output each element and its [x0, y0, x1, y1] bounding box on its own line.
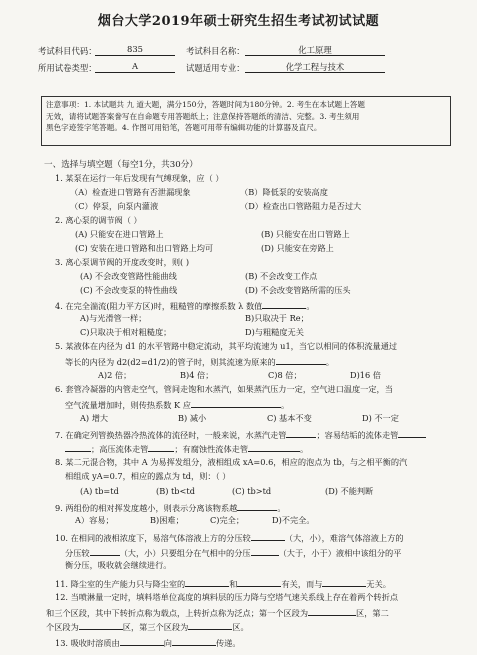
- q9-blank: [237, 501, 277, 511]
- question-10-line1: 10. 在相同的液相浓度下，易溶气体溶液上方的分压较 （大，小），难溶气体溶液上方的: [55, 533, 404, 543]
- q4-blank: [262, 299, 306, 309]
- q8-option-a: (A) tb=td: [80, 486, 119, 496]
- q4-option-a: A)与光滑管一样；: [80, 313, 147, 323]
- q12-blank: [79, 620, 123, 630]
- q8-option-d: (D) 不能判断: [325, 486, 374, 496]
- q10-blank: [90, 546, 120, 556]
- q9-option-c: C)完全；: [210, 515, 245, 525]
- q1-option-c: （C）停泵，向泵内灌液: [70, 201, 159, 211]
- q1-option-d: （D）检查出口管路阻力是否过大: [240, 201, 362, 211]
- subject-name-label: 考试科目名称：: [186, 46, 245, 56]
- q9-option-a: A）容易；: [75, 515, 114, 525]
- question-6-line2: 空气流量增加时，则传热系数 K 应 。: [65, 400, 290, 410]
- q11-blank: [185, 577, 229, 587]
- question-12-line1: 12. 当喷淋量一定时，填料塔单位高度的填料层的压力降与空塔气速关系线上存在着两个转折点: [55, 592, 399, 602]
- subject-name-value: 化工原理: [245, 44, 385, 56]
- question-12-line3: 个区段为 区，第三个区段为 区。: [46, 622, 249, 632]
- major-value: 化学工程与技术: [245, 61, 385, 73]
- q1-option-b: （B）降低泵的安装高度: [240, 187, 328, 197]
- question-8-line2: 相组成 yA=0.7，相应的露点为 td，则：（ ）: [65, 471, 231, 481]
- q7-blank: [148, 442, 174, 452]
- q10-blank: [251, 531, 285, 541]
- notice-line: 无效，请将试题答案誊写在自命题专用答题纸上；注意保持答题纸的清洁、完整。3. 考生须用: [46, 111, 360, 121]
- question-12-line2: 和三个区段，其中下转折点称为载点，上转折点称为泛点；第一个区段为 区，第二: [46, 608, 389, 618]
- q5-blank: [276, 355, 326, 365]
- q1-option-a: （A）检查进口管路有否泄漏现象: [70, 187, 191, 197]
- q7-blank: [65, 442, 91, 452]
- q10-blank: [251, 546, 279, 556]
- q5-option-a: A)2 倍；: [98, 370, 132, 380]
- q8-option-b: (B) tb<td: [156, 486, 195, 496]
- exam-title: 烟台大学2019年硕士研究生招生考试初试试题: [97, 14, 380, 29]
- notice-box: [41, 96, 451, 146]
- paper-type-value: A: [95, 61, 175, 73]
- subject-code-label: 考试科目代码：: [38, 46, 97, 56]
- q3-option-d: (D) 不会改变管路所需的压头: [245, 285, 351, 295]
- q8-option-c: (C) tb>td: [232, 486, 272, 496]
- question-6-line1: 6. 套管冷凝器的内管走空气，管间走饱和水蒸汽，如果蒸汽压力一定，空气进口温度一定，当: [55, 384, 393, 394]
- q12-blank: [188, 620, 232, 630]
- q13-blank: [120, 636, 164, 646]
- question-9-stem: 9. 两组份的相对挥发度越小，则表示分离该物系越 。: [55, 503, 286, 513]
- q3-option-a: (A) 不会改变管路性能曲线: [80, 271, 177, 281]
- q4-option-c: C)只取决于相对粗糙度；: [80, 327, 172, 337]
- q13-blank: [172, 636, 216, 646]
- paper-type-label: 所用试卷类型：: [38, 63, 97, 73]
- q4-option-b: B)只取决于 Re；: [245, 313, 309, 323]
- question-5-line2: 等长的内径为 d2(d2=d1/2)的管子时，则其流速为原来的 。: [65, 357, 334, 367]
- subject-code-value: 835: [95, 44, 175, 56]
- q2-option-a: (A) 只能安在进口管路上: [75, 229, 164, 239]
- q9-option-b: B)困难；: [150, 515, 184, 525]
- question-5-line1: 5. 某液体在内径为 d1 的水平管路中稳定流动，其平均流速为 u1，当它以相同的体积流量通过: [55, 341, 398, 351]
- question-3-stem: 3. 离心泵调节阀的开度改变时，则( ): [55, 257, 190, 267]
- question-2-stem: 2. 离心泵的调节阀（ ）: [55, 215, 142, 225]
- question-7-line2: ；高压流体走管 ；有腐蚀性流体走管 。: [65, 442, 308, 455]
- q2-option-d: (D) 只能安在旁路上: [261, 243, 334, 253]
- q6-option-d: D) 不一定: [362, 413, 399, 423]
- q3-option-b: (B) 不会改变工作点: [245, 271, 318, 281]
- q4-option-d: D)与粗糙度无关: [245, 327, 304, 337]
- q11-blank: [237, 577, 281, 587]
- q6-blank: [191, 398, 281, 408]
- question-1-stem: 1. 某泵在运行一年后发现有气缚现象，应（ ）: [55, 173, 224, 183]
- q3-option-c: (C) 不会改变泵的特性曲线: [80, 285, 178, 295]
- q5-option-b: B)4 倍；: [180, 370, 214, 380]
- q9-option-d: D)不完全。: [272, 515, 315, 525]
- question-8-line1: 8. 某二元混合物，其中 A 为易挥发组分，液相组成 xA=0.6，相应的泡点为 tb，与之相平衡的汽: [55, 457, 408, 467]
- q6-option-c: C) 基本不变: [267, 413, 312, 423]
- question-4-stem: 4. 在完全湍流(阻力平方区)时，粗糙管的摩擦系数 λ 数值 。: [55, 301, 315, 311]
- major-label: 试题适用专业：: [186, 63, 245, 73]
- q5-option-c: C)8 倍；: [268, 370, 302, 380]
- q2-option-c: (C) 安装在进口管路和出口管路上均可: [75, 243, 214, 253]
- q6-option-a: A) 增大: [80, 413, 109, 423]
- question-7-line1: 7. 在确定列管换热器冷热流体的流径时，一般来说，水蒸汽走管 ；容易结垢的流体走管: [55, 428, 426, 441]
- q2-option-b: (B) 只能安在出口管路上: [261, 229, 350, 239]
- section-title: 一、选择与填空题（每空1分，共30分）: [44, 160, 198, 170]
- q12-blank: [308, 606, 356, 616]
- question-13: 13. 吸收时溶质由 向 传递。: [55, 638, 241, 648]
- question-10-line3: 衡分压，吸收就会继续进行。: [65, 560, 172, 570]
- q7-blank: [286, 428, 316, 438]
- question-10-line2: 分压较 （大，小）只要组分在气相中的分压 （大于，小于）液相中该组分的平: [65, 548, 402, 558]
- notice-line: 黑色字迹签字笔答题。4. 作图可用铅笔，答题可用带有编辑功能的计算器及直尺。: [46, 123, 322, 132]
- q7-blank: [398, 428, 426, 438]
- q11-blank: [322, 577, 366, 587]
- question-11: 11. 降尘室的生产能力只与降尘室的 和 有关，而与 无关。: [55, 579, 391, 589]
- q7-blank: [248, 442, 300, 452]
- notice-line: 注意事项：1. 本试题共 九 道大题，满分150分，答题时间为180分钟。2. 考生在本试题上答题: [46, 100, 365, 109]
- q5-option-d: D)16 倍: [350, 370, 381, 380]
- q6-option-b: B) 减小: [178, 413, 207, 423]
